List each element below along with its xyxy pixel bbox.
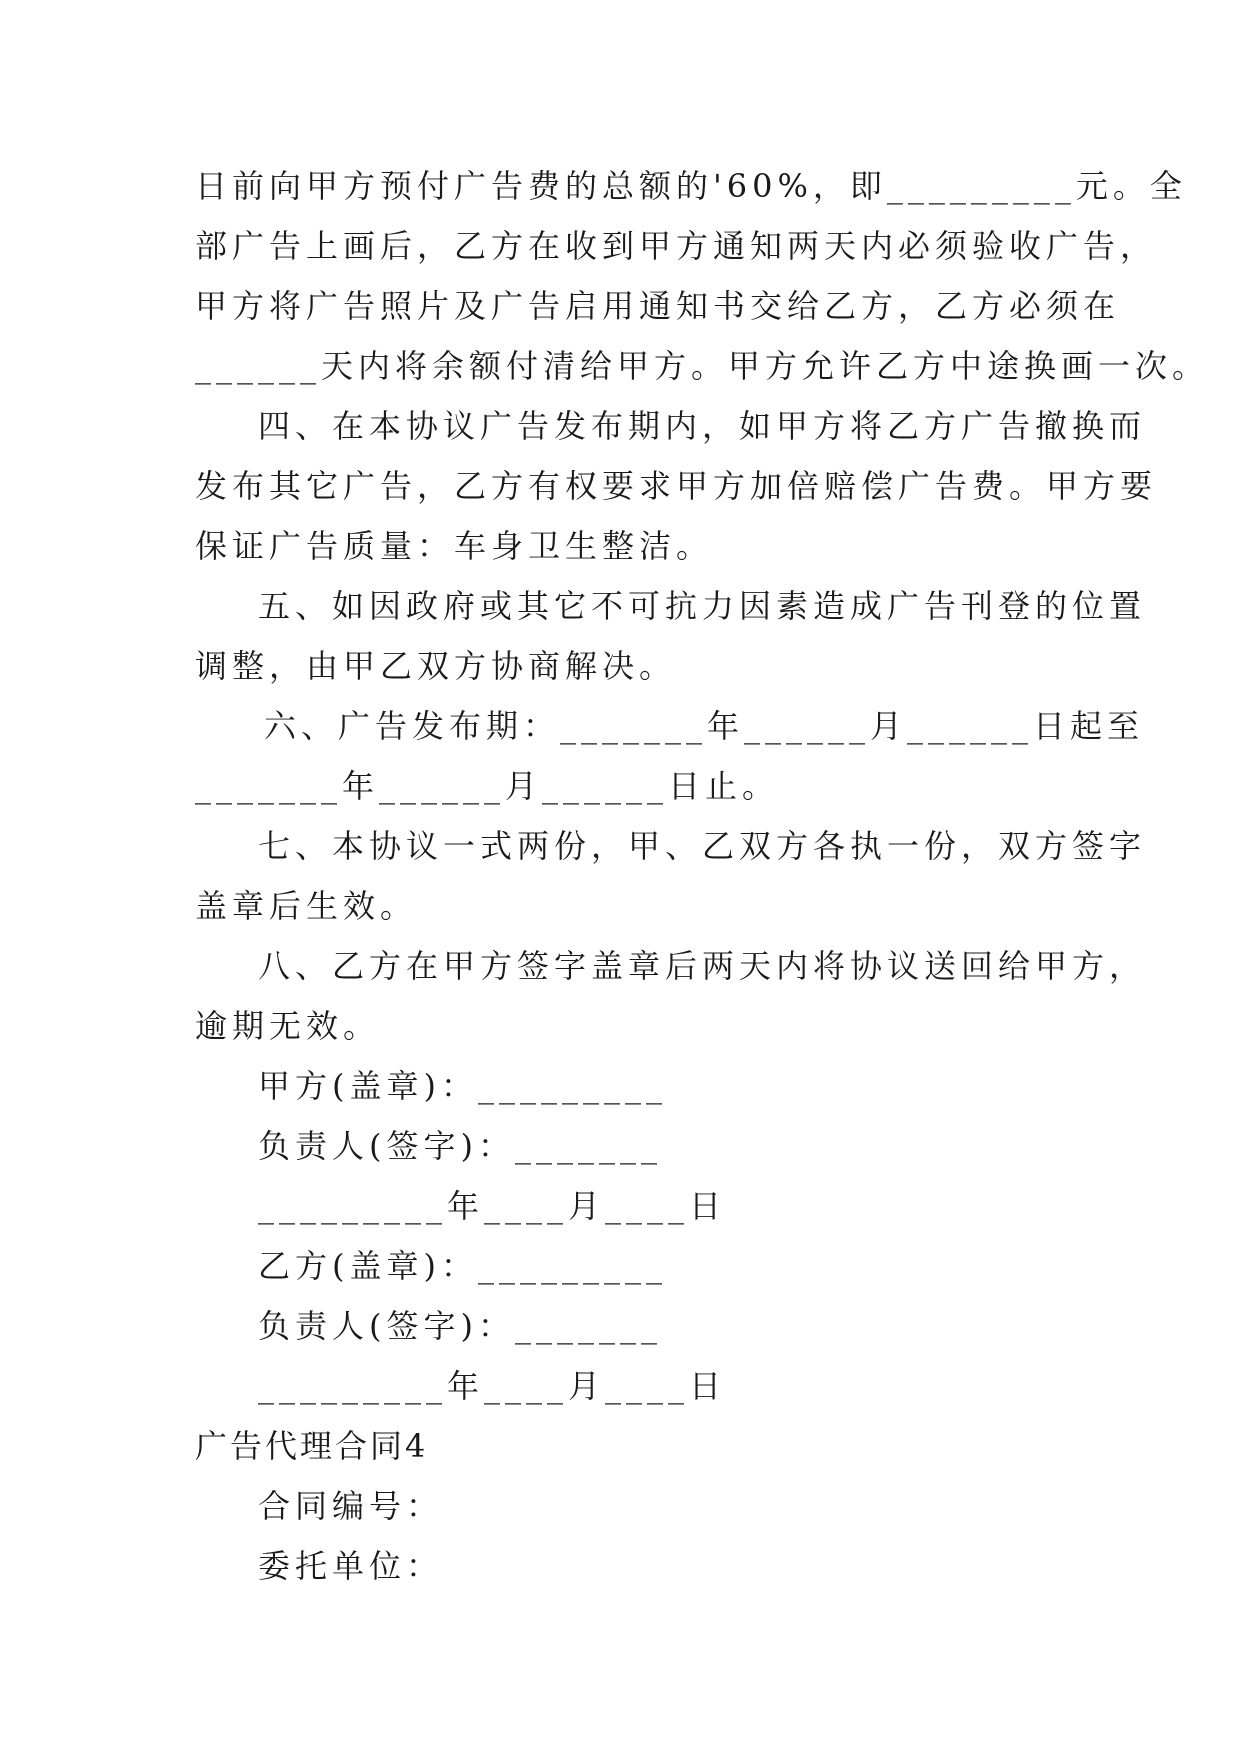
clause-7-line: 七、本协议一式两份，甲、乙双方各执一份，双方签字 bbox=[258, 827, 1147, 865]
contract-number-label: 合同编号： bbox=[258, 1487, 444, 1525]
paragraph-line: 部广告上画后，乙方在收到甲方通知两天内必须验收广告， bbox=[195, 227, 1158, 265]
client-label: 委托单位： bbox=[258, 1547, 444, 1585]
paragraph-line: ______天内将余额付清给甲方。甲方允许乙方中途换画一次。 bbox=[195, 347, 1210, 385]
paragraph-line: 盖章后生效。 bbox=[195, 887, 418, 925]
clause-5-line: 五、如因政府或其它不可抗力因素造成广告刊登的位置 bbox=[258, 587, 1147, 625]
paragraph-line: 甲方将广告照片及广告启用通知书交给乙方，乙方必须在 bbox=[195, 287, 1121, 325]
clause-6-line: 六、广告发布期：_______年______月______日起至 bbox=[264, 707, 1145, 745]
party-b-seal-line: 乙方(盖章)：_________ bbox=[258, 1247, 667, 1285]
paragraph-line: 日前向甲方预付广告费的总额的'60%，即_________元。全 bbox=[195, 167, 1187, 205]
party-a-seal-line: 甲方(盖章)：_________ bbox=[258, 1067, 667, 1105]
contract-title: 广告代理合同4 bbox=[195, 1427, 429, 1465]
party-b-signatory-line: 负责人(签字)：_______ bbox=[258, 1307, 662, 1345]
clause-4-line: 四、在本协议广告发布期内，如甲方将乙方广告撤换而 bbox=[258, 407, 1147, 445]
paragraph-line: 调整，由甲乙双方协商解决。 bbox=[195, 647, 677, 685]
paragraph-line: _______年______月______日止。 bbox=[195, 767, 780, 805]
party-a-signatory-line: 负责人(签字)：_______ bbox=[258, 1127, 662, 1165]
party-b-date-line: _________年____月____日 bbox=[258, 1367, 727, 1405]
paragraph-line: 发布其它广告，乙方有权要求甲方加倍赔偿广告费。甲方要 bbox=[195, 467, 1158, 505]
party-a-date-line: _________年____月____日 bbox=[258, 1187, 727, 1225]
paragraph-line: 保证广告质量：车身卫生整洁。 bbox=[195, 527, 714, 565]
paragraph-line: 逾期无效。 bbox=[195, 1007, 381, 1045]
clause-8-line: 八、乙方在甲方签字盖章后两天内将协议送回给甲方， bbox=[258, 947, 1147, 985]
